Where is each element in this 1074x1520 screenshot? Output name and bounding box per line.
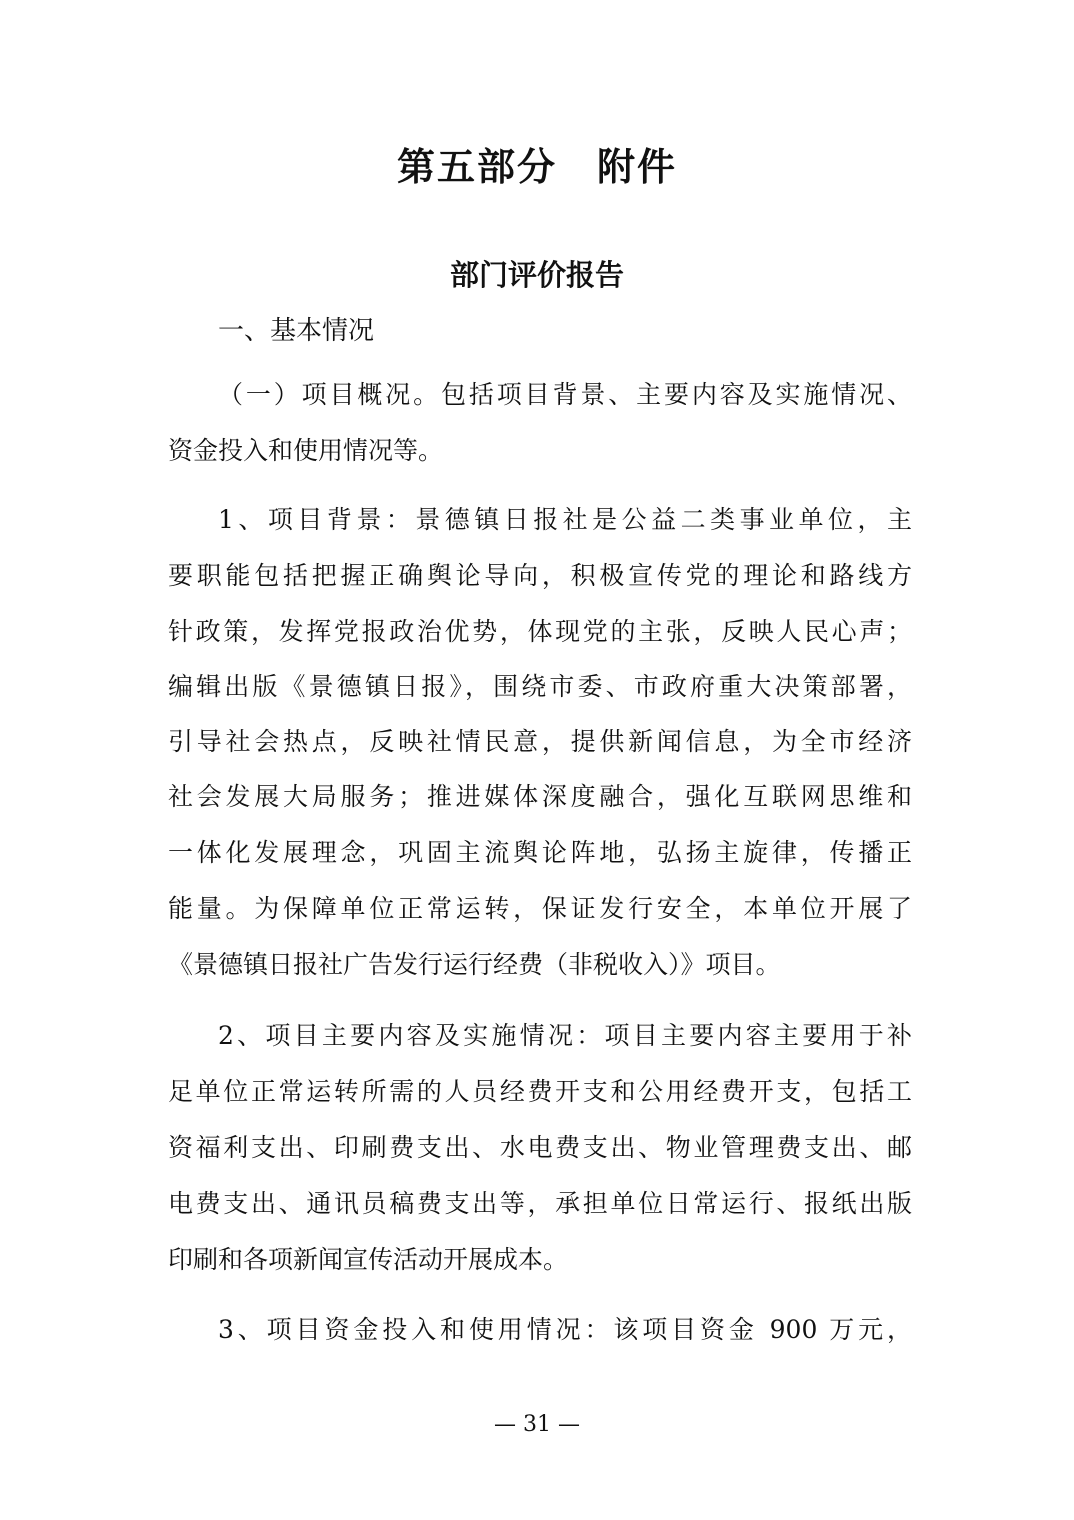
page-title: 第五部分 附件 xyxy=(396,145,677,189)
paragraph-line: 资金投入和使用情况等。 xyxy=(168,436,444,465)
paragraph-line: 2、项目主要内容及实施情况：项目主要内容主要用于补 xyxy=(218,1021,912,1050)
paragraph-line: 能量。为保障单位正常运转，保证发行安全，本单位开展了 xyxy=(168,894,912,923)
paragraph-line: 针政策，发挥党报政治优势，体现党的主张，反映人民心声； xyxy=(168,617,912,646)
paragraph-line: 足单位正常运转所需的人员经费开支和公用经费开支，包括工 xyxy=(168,1077,912,1106)
paragraph-line: 一体化发展理念，巩固主流舆论阵地，弘扬主旋律，传播正 xyxy=(168,838,912,867)
paragraph-line: 社会发展大局服务；推进媒体深度融合，强化互联网思维和 xyxy=(168,782,912,811)
paragraph-line: 3、项目资金投入和使用情况：该项目资金 900 万元， xyxy=(218,1315,912,1344)
paragraph-line: 资福利支出、印刷费支出、水电费支出、物业管理费支出、邮 xyxy=(168,1133,912,1162)
paragraph-line: 印刷和各项新闻宣传活动开展成本。 xyxy=(168,1245,569,1274)
paragraph-line: 电费支出、通讯员稿费支出等，承担单位日常运行、报纸出版 xyxy=(168,1189,912,1218)
page-number: — 31 — xyxy=(494,1412,580,1437)
paragraph-line: 编辑出版《景德镇日报》，围绕市委、市政府重大决策部署， xyxy=(168,672,912,701)
paragraph-line: 《景德镇日报社广告发行运行经费（非税收入）》项目。 xyxy=(168,950,781,979)
paragraph-line: 要职能包括把握正确舆论导向，积极宣传党的理论和路线方 xyxy=(168,561,912,590)
paragraph-line: 引导社会热点，反映社情民意，提供新闻信息，为全市经济 xyxy=(168,727,912,756)
paragraph-line: 1、项目背景：景德镇日报社是公益二类事业单位，主 xyxy=(218,505,912,534)
report-title: 部门评价报告 xyxy=(449,258,624,292)
paragraph-line: （一）项目概况。包括项目背景、主要内容及实施情况、 xyxy=(218,380,912,409)
section-heading: 一、基本情况 xyxy=(218,316,375,346)
